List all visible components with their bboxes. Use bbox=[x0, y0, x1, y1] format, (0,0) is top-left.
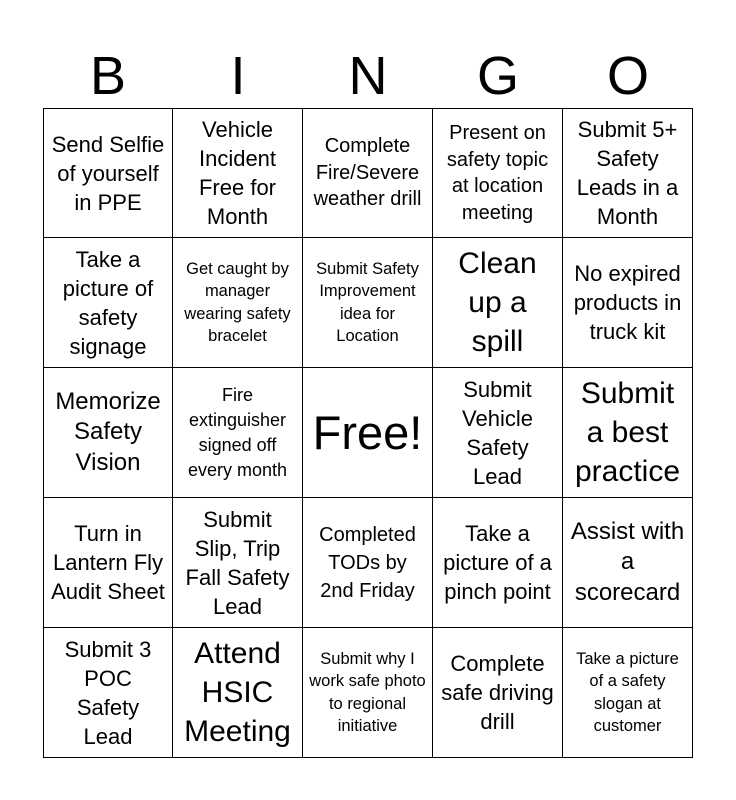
cell-text: Memorize Safety Vision bbox=[55, 387, 161, 476]
bingo-cell[interactable] bbox=[433, 498, 563, 628]
bingo-cell[interactable] bbox=[173, 238, 303, 368]
cell-text: Send Selfie of yourself in PPE bbox=[51, 131, 165, 215]
cell-text: Submit a best practice bbox=[574, 377, 681, 488]
header-letter-n: N bbox=[348, 46, 388, 106]
cell-text: Vehicle Incident Free for Month bbox=[198, 117, 277, 229]
bingo-cell[interactable] bbox=[43, 238, 173, 368]
bingo-cell[interactable] bbox=[173, 108, 303, 238]
bingo-cell[interactable] bbox=[563, 108, 693, 238]
header-letter-b: B bbox=[89, 46, 127, 106]
bingo-board bbox=[43, 108, 693, 758]
bingo-header bbox=[43, 44, 693, 108]
free-space-text: Free! bbox=[312, 405, 423, 459]
bingo-cell[interactable] bbox=[303, 628, 433, 758]
cell-text: Submit Vehicle Safety Lead bbox=[462, 376, 533, 489]
bingo-cell free-space[interactable] bbox=[303, 368, 433, 498]
header-letter-i: I bbox=[230, 46, 246, 106]
cell-text: Submit why I work safe photo to regional initiative bbox=[309, 649, 426, 735]
bingo-cell[interactable] bbox=[173, 628, 303, 758]
bingo-cell[interactable] bbox=[43, 498, 173, 628]
cell-text: Submit 5+ Safety Leads in a Month bbox=[576, 117, 679, 229]
bingo-cell[interactable] bbox=[173, 368, 303, 498]
cell-text: Clean up a spill bbox=[458, 247, 537, 358]
cell-text: Take a picture of a pinch point bbox=[443, 521, 552, 604]
cell-text: Submit Safety Improvement idea for Location bbox=[316, 259, 419, 345]
cell-text: Take a picture of a safety slogan at customer bbox=[576, 649, 679, 735]
cell-text: Assist with a scorecard bbox=[570, 517, 685, 606]
bingo-cell[interactable] bbox=[303, 498, 433, 628]
bingo-cell[interactable] bbox=[303, 238, 433, 368]
cell-text: No expired products in truck kit bbox=[573, 261, 682, 344]
cell-text: Take a picture of safety signage bbox=[62, 246, 154, 359]
header-letter-g: G bbox=[476, 46, 519, 106]
bingo-cell[interactable] bbox=[173, 498, 303, 628]
bingo-cell[interactable] bbox=[433, 108, 563, 238]
bingo-cell[interactable] bbox=[563, 498, 693, 628]
cell-text: Fire extinguisher signed off every month bbox=[187, 384, 288, 480]
cell-text: Submit Slip, Trip Fall Safety Lead bbox=[185, 506, 290, 619]
bingo-cell[interactable] bbox=[563, 238, 693, 368]
bingo-cell[interactable] bbox=[433, 628, 563, 758]
cell-text: Present on safety topic at location meeting bbox=[446, 122, 549, 224]
cell-text: Completed TODs by 2nd Friday bbox=[319, 523, 416, 602]
cell-text: Get caught by manager wearing safety bracelet bbox=[184, 259, 291, 345]
bingo-cell[interactable] bbox=[563, 628, 693, 758]
cell-text: Complete Fire/Severe weather drill bbox=[313, 135, 422, 211]
cell-text: Attend HSIC Meeting bbox=[184, 637, 291, 748]
bingo-cell[interactable] bbox=[433, 368, 563, 498]
cell-text: Submit 3 POC Safety Lead bbox=[64, 636, 152, 749]
bingo-cell[interactable] bbox=[563, 368, 693, 498]
header-letter-o: O bbox=[606, 46, 649, 106]
bingo-cell[interactable] bbox=[303, 108, 433, 238]
bingo-cell[interactable] bbox=[43, 628, 173, 758]
cell-text: Turn in Lantern Fly Audit Sheet bbox=[51, 521, 165, 604]
bingo-cell[interactable] bbox=[433, 238, 563, 368]
cell-text: Complete safe driving drill bbox=[441, 651, 554, 734]
bingo-cell[interactable] bbox=[43, 368, 173, 498]
bingo-cell[interactable] bbox=[43, 108, 173, 238]
